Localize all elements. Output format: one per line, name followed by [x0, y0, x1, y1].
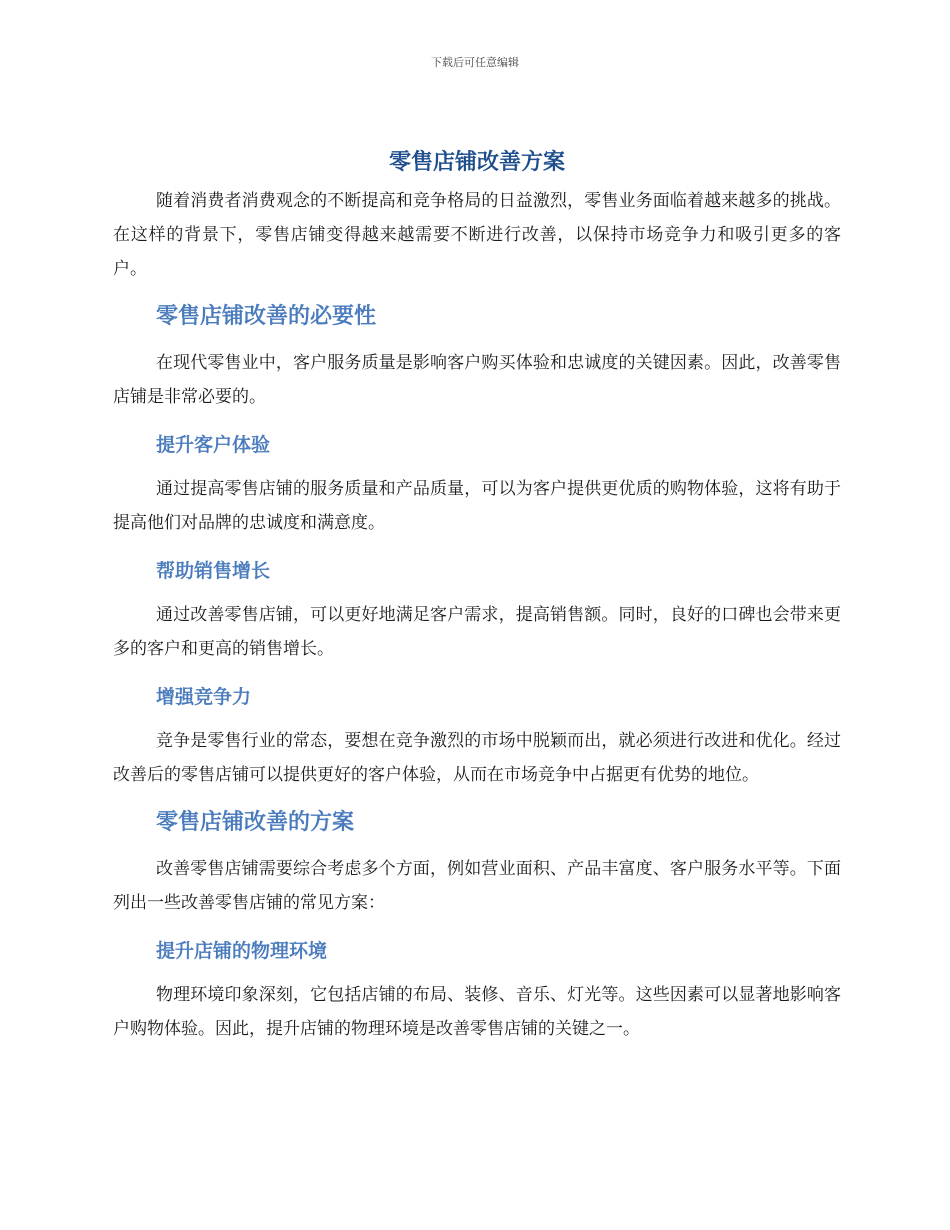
section-paragraph-plan: 改善零售店铺需要综合考虑多个方面，例如营业面积、产品丰富度、客户服务水平等。下面列出一些改善零售店铺的常见方案：: [113, 859, 841, 913]
section-heading-necessity: 零售店铺改善的必要性: [156, 304, 377, 329]
paragraph-competitiveness: 竞争是零售行业的常态，要想在竞争激烈的市场中脱颖而出，就必须进行改进和优化。经过改善后的零售店铺可以提供更好的客户体验，从而在市场竞争中占据更有优势的地位。: [113, 731, 841, 785]
header-note: 下载后可任意编辑: [431, 56, 519, 69]
section-heading-plan: 零售店铺改善的方案: [156, 810, 355, 835]
document-body: [113, 146, 841, 1046]
subheading-sales-growth: 帮助销售增长: [156, 560, 271, 582]
section-paragraph-necessity: 在现代零售业中，客户服务质量是影响客户购买体验和忠诚度的关键因素。因此，改善零售店铺是非常必要的。: [113, 353, 841, 407]
paragraph-sales-growth: 通过改善零售店铺，可以更好地满足客户需求，提高销售额。同时，良好的口碑也会带来更多的客户和更高的销售增长。: [113, 605, 841, 659]
subheading-physical-environment: 提升店铺的物理环境: [156, 940, 328, 962]
document-title: 零售店铺改善方案: [388, 150, 565, 175]
subheading-customer-experience: 提升客户体验: [156, 434, 271, 456]
subheading-competitiveness: 增强竞争力: [156, 686, 252, 708]
intro-paragraph: 随着消费者消费观念的不断提高和竞争格局的日益激烈，零售业务面临着越来越多的挑战。在这样的背景下，零售店铺变得越来越需要不断进行改善，以保持市场竞争力和吸引更多的客户。: [113, 191, 841, 279]
paragraph-customer-experience: 通过提高零售店铺的服务质量和产品质量，可以为客户提供更优质的购物体验，这将有助于提高他们对品牌的忠诚度和满意度。: [113, 479, 841, 533]
paragraph-physical-environment: 物理环境印象深刻，它包括店铺的布局、装修、音乐、灯光等。这些因素可以显著地影响客户购物体验。因此，提升店铺的物理环境是改善零售店铺的关键之一。: [113, 985, 841, 1039]
